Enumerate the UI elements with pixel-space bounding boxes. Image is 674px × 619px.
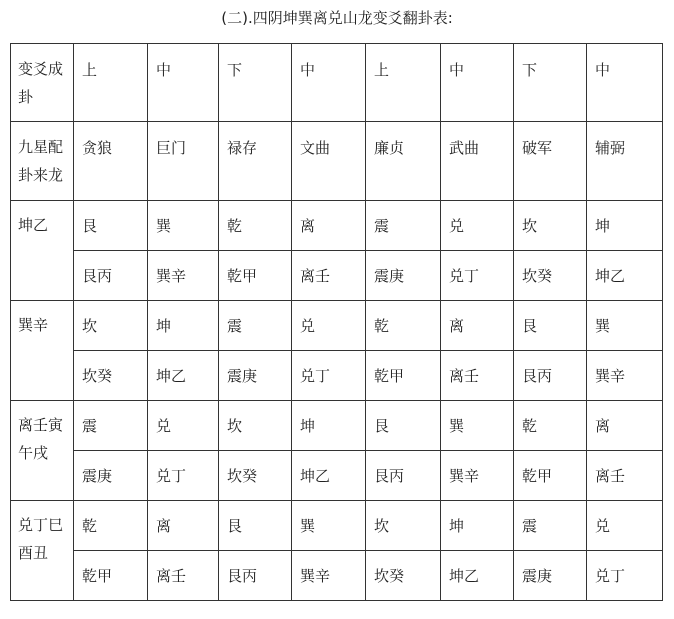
table-cell: 巨门 bbox=[148, 122, 219, 201]
table-cell: 兑丁 bbox=[441, 251, 514, 301]
table-row bbox=[11, 401, 663, 451]
table-cell: 艮丙 bbox=[74, 251, 148, 301]
table-cell: 离 bbox=[148, 501, 219, 551]
table-cell: 兑 bbox=[148, 401, 219, 451]
table-cell: 兑 bbox=[441, 201, 514, 251]
group-label: 兑丁巳酉丑 bbox=[11, 501, 74, 601]
table-cell: 坤乙 bbox=[148, 351, 219, 401]
page-title: (二).四阴坤巽离兑山龙变爻翻卦表: bbox=[221, 9, 453, 27]
table-cell: 坤 bbox=[441, 501, 514, 551]
gua-table bbox=[10, 43, 663, 601]
table-row bbox=[11, 501, 663, 551]
table-cell: 离 bbox=[441, 301, 514, 351]
table-cell: 艮丙 bbox=[219, 551, 292, 601]
table-cell: 廉贞 bbox=[366, 122, 441, 201]
table-cell: 乾甲 bbox=[514, 451, 587, 501]
table-cell: 巽辛 bbox=[441, 451, 514, 501]
table-cell: 震 bbox=[74, 401, 148, 451]
table-cell: 下 bbox=[219, 44, 292, 122]
table-cell: 震庚 bbox=[74, 451, 148, 501]
table-cell: 巽 bbox=[587, 301, 663, 351]
table-cell: 贪狼 bbox=[74, 122, 148, 201]
table-cell: 离壬 bbox=[441, 351, 514, 401]
table-cell: 坤乙 bbox=[292, 451, 366, 501]
table-cell: 艮丙 bbox=[366, 451, 441, 501]
table-cell: 坎 bbox=[366, 501, 441, 551]
table-cell: 兑丁 bbox=[292, 351, 366, 401]
table-cell: 中 bbox=[441, 44, 514, 122]
group-label: 巽辛 bbox=[11, 301, 74, 401]
table-cell: 震庚 bbox=[219, 351, 292, 401]
table-cell: 兑 bbox=[292, 301, 366, 351]
table-cell: 乾甲 bbox=[366, 351, 441, 401]
table-cell: 坤乙 bbox=[441, 551, 514, 601]
table-cell: 坤乙 bbox=[587, 251, 663, 301]
table-cell: 中 bbox=[292, 44, 366, 122]
table-cell: 震 bbox=[219, 301, 292, 351]
table-cell: 武曲 bbox=[441, 122, 514, 201]
table-cell: 坎癸 bbox=[514, 251, 587, 301]
table-cell: 文曲 bbox=[292, 122, 366, 201]
table-row-header bbox=[11, 44, 663, 122]
table-cell: 中 bbox=[587, 44, 663, 122]
table-cell: 坎 bbox=[74, 301, 148, 351]
table-cell: 兑 bbox=[587, 501, 663, 551]
table-cell: 离壬 bbox=[148, 551, 219, 601]
table-cell: 中 bbox=[148, 44, 219, 122]
table-cell: 兑丁 bbox=[587, 551, 663, 601]
table-cell: 乾甲 bbox=[74, 551, 148, 601]
table-cell: 辅弼 bbox=[587, 122, 663, 201]
table-cell: 巽辛 bbox=[587, 351, 663, 401]
table-row bbox=[11, 551, 663, 601]
table-cell: 艮 bbox=[366, 401, 441, 451]
table-row bbox=[11, 301, 663, 351]
table-cell: 禄存 bbox=[219, 122, 292, 201]
table-cell: 坎 bbox=[219, 401, 292, 451]
table-cell: 乾 bbox=[219, 201, 292, 251]
table-row bbox=[11, 251, 663, 301]
table-row-stars bbox=[11, 122, 663, 201]
table-cell: 巽 bbox=[292, 501, 366, 551]
table-cell: 艮 bbox=[74, 201, 148, 251]
table-cell: 坤 bbox=[587, 201, 663, 251]
table-cell: 离壬 bbox=[292, 251, 366, 301]
table-row bbox=[11, 451, 663, 501]
row-label-stars: 九星配卦来龙 bbox=[11, 122, 74, 201]
table-cell: 震 bbox=[514, 501, 587, 551]
group-label: 离壬寅午戌 bbox=[11, 401, 74, 501]
table-cell: 巽 bbox=[441, 401, 514, 451]
table-cell: 离 bbox=[292, 201, 366, 251]
table-cell: 乾 bbox=[366, 301, 441, 351]
table-cell: 坎癸 bbox=[74, 351, 148, 401]
table-cell: 坎 bbox=[514, 201, 587, 251]
table-cell: 兑丁 bbox=[148, 451, 219, 501]
table-cell: 震庚 bbox=[366, 251, 441, 301]
table-cell: 上 bbox=[366, 44, 441, 122]
table-cell: 巽辛 bbox=[148, 251, 219, 301]
table-cell: 乾 bbox=[74, 501, 148, 551]
table-row bbox=[11, 351, 663, 401]
table-cell: 艮 bbox=[219, 501, 292, 551]
table-cell: 离 bbox=[587, 401, 663, 451]
table-cell: 巽 bbox=[148, 201, 219, 251]
table-cell: 巽辛 bbox=[292, 551, 366, 601]
table-cell: 艮丙 bbox=[514, 351, 587, 401]
table-cell: 震庚 bbox=[514, 551, 587, 601]
table-cell: 乾 bbox=[514, 401, 587, 451]
table-cell: 艮 bbox=[514, 301, 587, 351]
group-label: 坤乙 bbox=[11, 201, 74, 301]
table-cell: 坤 bbox=[292, 401, 366, 451]
table-cell: 乾甲 bbox=[219, 251, 292, 301]
table-cell: 离壬 bbox=[587, 451, 663, 501]
table-cell: 坎癸 bbox=[219, 451, 292, 501]
row-label-header: 变爻成卦 bbox=[11, 44, 74, 122]
table-cell: 坎癸 bbox=[366, 551, 441, 601]
table-cell: 下 bbox=[514, 44, 587, 122]
table-cell: 破军 bbox=[514, 122, 587, 201]
table-cell: 震 bbox=[366, 201, 441, 251]
table-cell: 坤 bbox=[148, 301, 219, 351]
table-row bbox=[11, 201, 663, 251]
table-cell: 上 bbox=[74, 44, 148, 122]
